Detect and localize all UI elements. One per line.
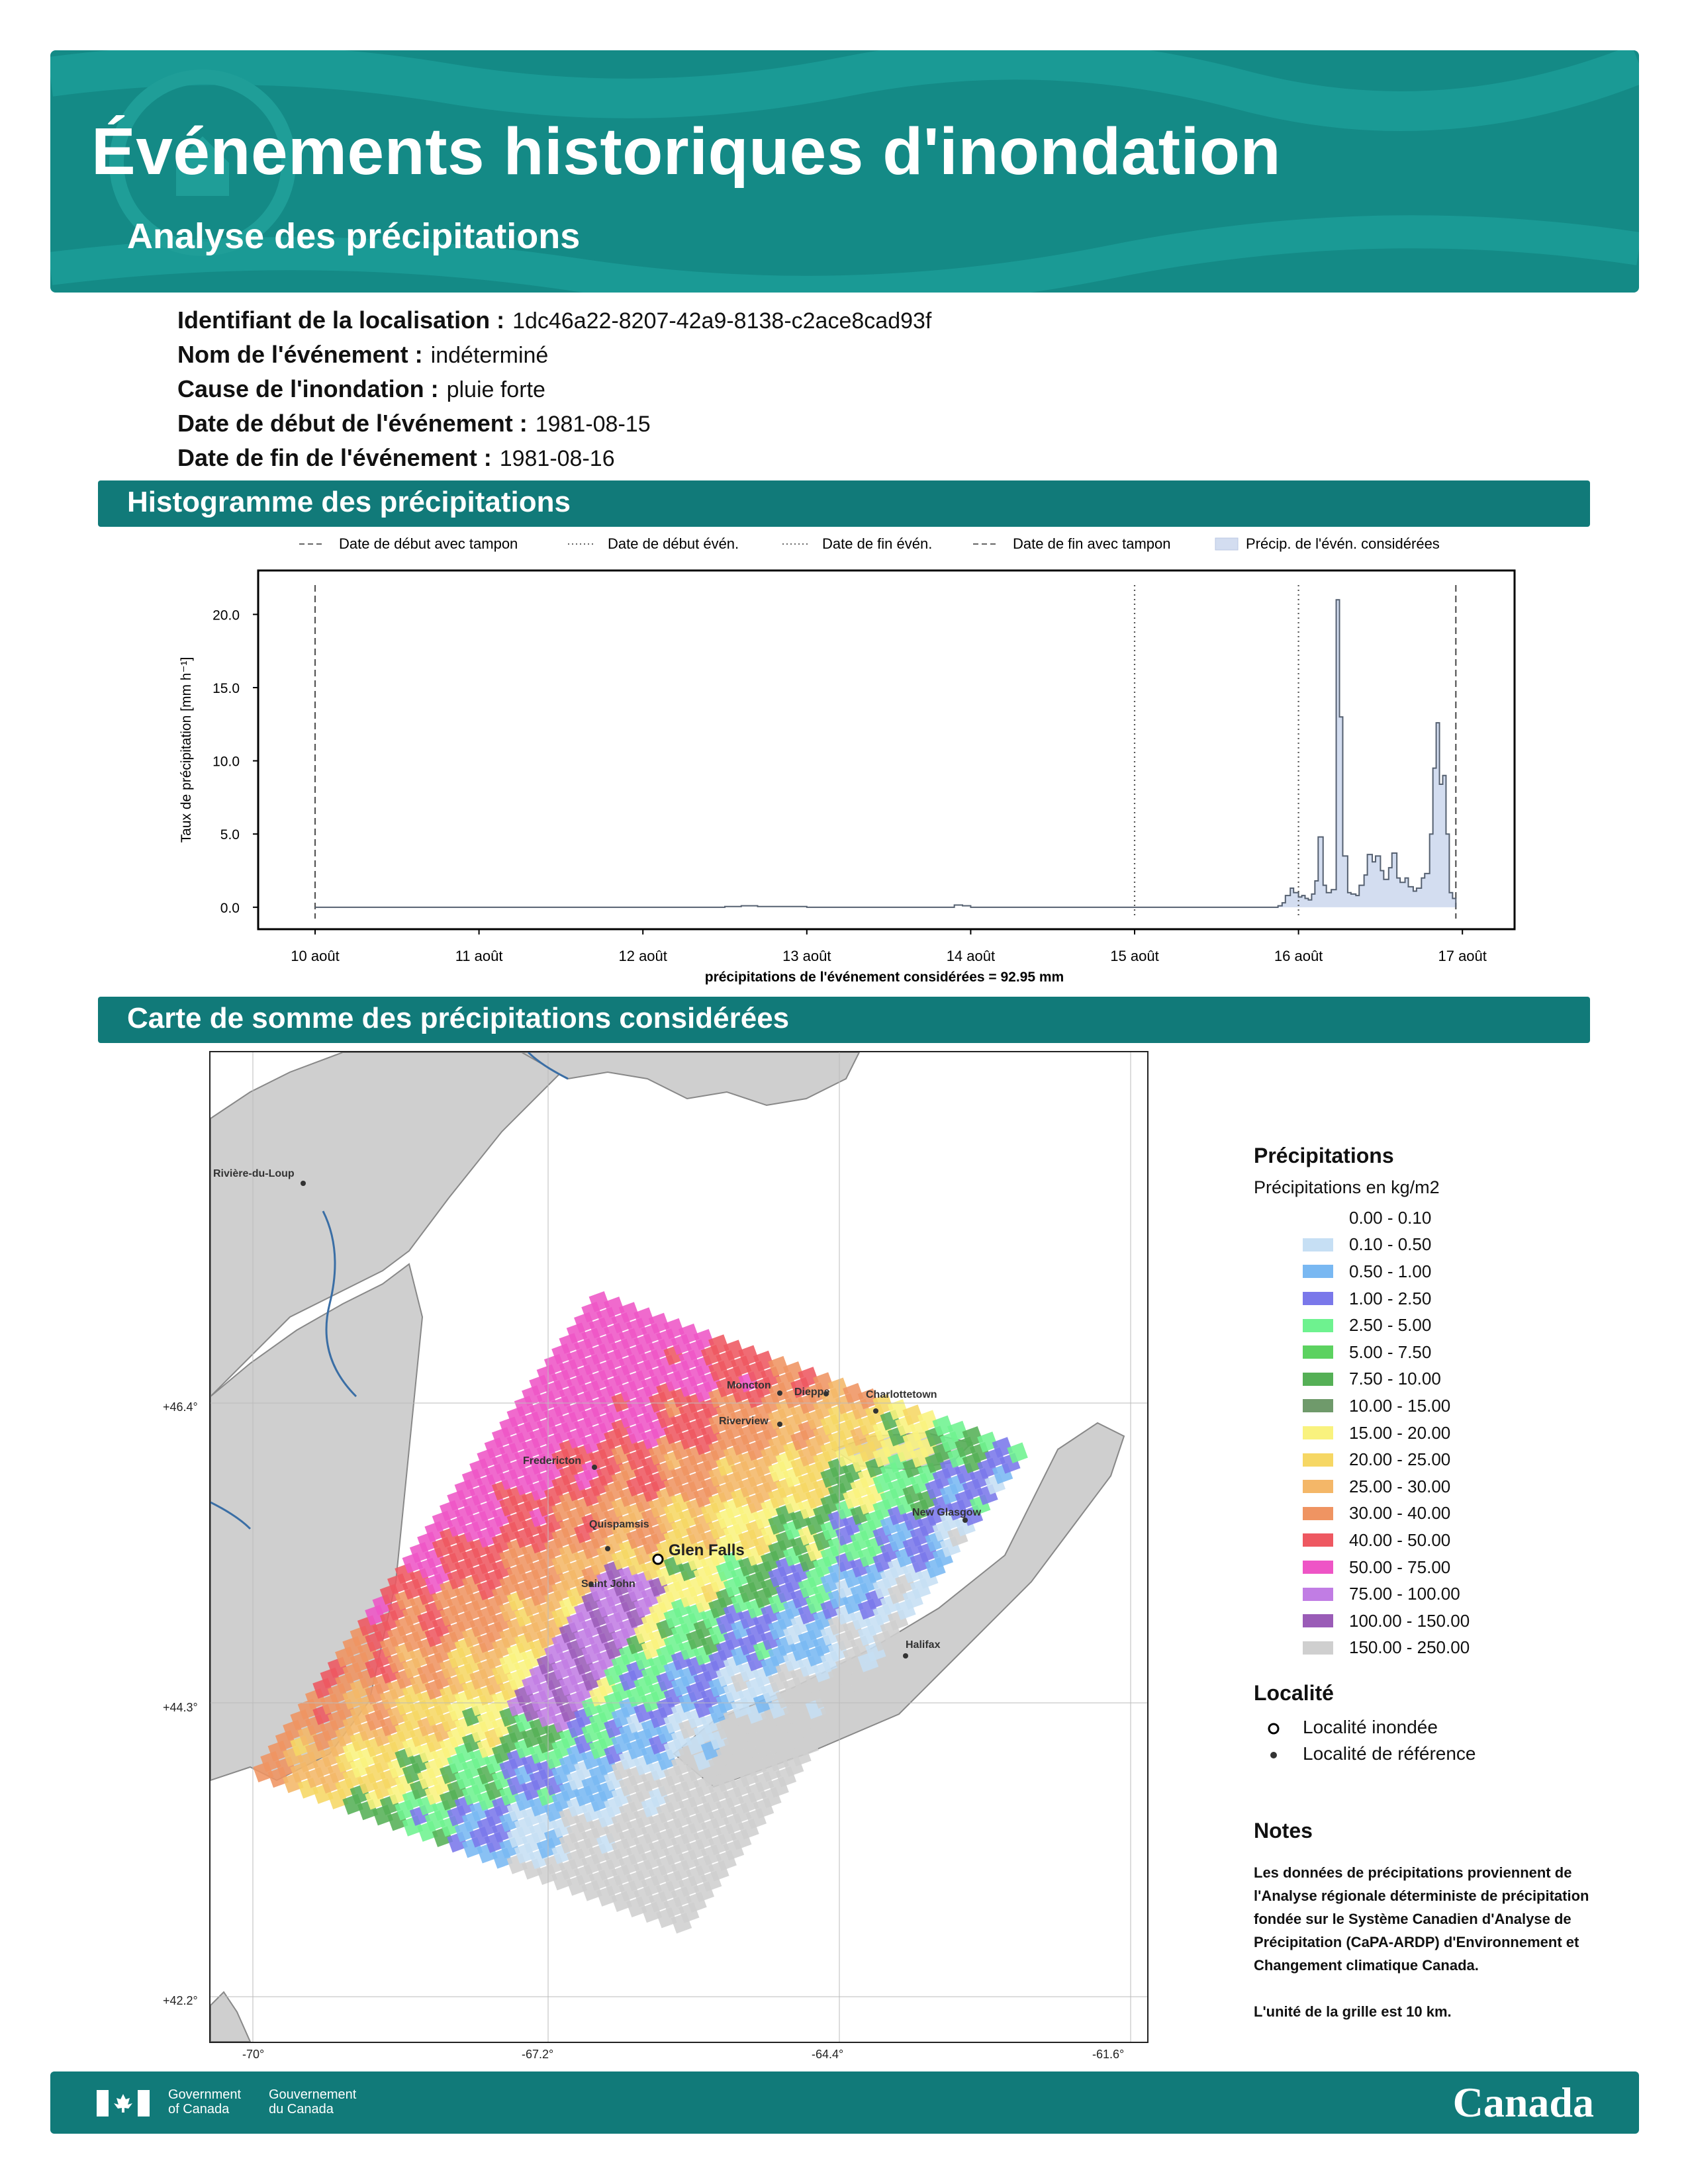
legend-label: Date de fin avec tampon xyxy=(1013,535,1171,552)
legend-color-swatch xyxy=(1303,1345,1333,1359)
legend-color-swatch xyxy=(1303,1507,1333,1520)
legend-label: Date de début évén. xyxy=(608,535,739,552)
legend-item-label: 0.00 - 0.10 xyxy=(1349,1207,1432,1228)
legend-item xyxy=(1254,1608,1624,1635)
legend-entry xyxy=(1215,535,1440,552)
y-tick-label: 10.0 xyxy=(212,754,240,770)
legend-color-swatch xyxy=(1303,1292,1333,1305)
date-lines xyxy=(315,585,1456,919)
legend-color-swatch xyxy=(1303,1373,1333,1386)
legend-color-swatch xyxy=(1303,1614,1333,1627)
legend-color-swatch xyxy=(1303,1533,1333,1547)
legend-label: Date de début avec tampon xyxy=(339,535,518,552)
city-label: Rivière-du-Loup xyxy=(213,1168,295,1179)
legend-item xyxy=(1254,1205,1624,1232)
locality-title: Localité xyxy=(1254,1681,1334,1705)
notes-text: Les données de précipitations proviennent de l'Analyse régionale déterministe de précipitation fondée sur le Système Canadien d'Analyse de Précipitation (CaPA-ARDP) d'Environnement et Changement climatique Canada. xyxy=(1254,1864,1589,1974)
city-label: New Glasgow xyxy=(912,1507,982,1518)
map-canvas xyxy=(211,1052,1147,2042)
locality-markers xyxy=(1264,1719,1291,1772)
reference-city-marker xyxy=(777,1390,782,1396)
legend-item-label: 25.00 - 30.00 xyxy=(1349,1476,1451,1496)
histogram-section-bar xyxy=(98,480,1590,527)
legend-item-label: 150.00 - 250.00 xyxy=(1349,1637,1470,1658)
plot-frame xyxy=(258,570,1515,929)
histogram-legend xyxy=(299,535,1440,552)
meta-start: Date de début de l'événement : 1981-08-15 xyxy=(177,410,651,437)
legend-color-swatch xyxy=(1303,1211,1333,1224)
city-label: Charlottetown xyxy=(866,1389,937,1400)
precip-series xyxy=(315,600,1456,907)
legend-item xyxy=(1254,1420,1624,1447)
legend-color-swatch xyxy=(1303,1588,1333,1601)
latitude-tick-label: +46.4° xyxy=(163,1400,198,1414)
legend-color-swatch xyxy=(1303,1561,1333,1574)
flooded-city-marker xyxy=(653,1555,663,1564)
legend-entry xyxy=(973,535,1170,552)
map-section-bar xyxy=(98,997,1590,1043)
reference-city-marker xyxy=(301,1181,306,1186)
event-metadata xyxy=(177,303,931,475)
x-tick-label: 16 août xyxy=(1274,948,1323,964)
latitude-tick-label: +44.3° xyxy=(163,1701,198,1714)
legend-item xyxy=(1254,1554,1624,1581)
legend-item-label: 10.00 - 15.00 xyxy=(1349,1395,1451,1416)
reference-marker-icon xyxy=(1270,1752,1277,1758)
precip-legend xyxy=(1254,1144,1624,1661)
legend-item-label: 5.00 - 7.50 xyxy=(1349,1342,1432,1362)
histogram-section-title: Histogramme des précipitations xyxy=(127,486,571,518)
legend-swatch xyxy=(1215,538,1238,550)
x-tick-label: 14 août xyxy=(946,948,996,964)
x-tick-label: 13 août xyxy=(782,948,831,964)
x-tick-label: 12 août xyxy=(618,948,667,964)
legend-entry xyxy=(568,535,739,552)
meta-end: Date de fin de l'événement : 1981-08-16 xyxy=(177,444,615,471)
gov-en: Government of Canada xyxy=(168,2087,242,2116)
legend-color-swatch xyxy=(1303,1319,1333,1332)
legend-item xyxy=(1254,1312,1624,1339)
longitude-tick-label: -61.6° xyxy=(1092,2048,1125,2061)
legend-item xyxy=(1254,1392,1624,1420)
city-label: Saint John xyxy=(581,1578,635,1590)
locality-reference: Localité de référence xyxy=(1303,1743,1476,1764)
meta-id: Identifiant de la localisation : 1dc46a22-8207-42a9-8138-c2ace8cad93f xyxy=(177,306,932,334)
x-tick-label: 17 août xyxy=(1438,948,1487,964)
legend-item xyxy=(1254,1500,1624,1527)
canada-wordmark: Canada xyxy=(1452,2079,1594,2126)
legend-item-label: 40.00 - 50.00 xyxy=(1349,1529,1451,1550)
y-tick-label: 20.0 xyxy=(212,608,240,623)
legend-entry xyxy=(782,535,932,552)
legend-item-label: 2.50 - 5.00 xyxy=(1349,1315,1432,1336)
legend-color-swatch xyxy=(1303,1453,1333,1467)
legend-item-label: 0.50 - 1.00 xyxy=(1349,1261,1432,1281)
flooded-city-label: Glen Falls xyxy=(669,1541,745,1559)
legend-items xyxy=(1254,1205,1624,1661)
legend-color-swatch xyxy=(1303,1641,1333,1655)
precipitation-histogram xyxy=(0,523,1688,999)
meta-cause: Cause de l'inondation : pluie forte xyxy=(177,375,545,402)
legend-title: Précipitations xyxy=(1254,1144,1394,1167)
legend-item-label: 50.00 - 75.00 xyxy=(1349,1557,1451,1577)
reference-city-marker xyxy=(962,1518,968,1523)
city-label: Halifax xyxy=(906,1639,941,1651)
legend-subtitle: Précipitations en kg/m2 xyxy=(1254,1177,1440,1197)
x-tick-label: 10 août xyxy=(291,948,340,964)
meta-name: Nom de l'événement : indéterminé xyxy=(177,341,549,368)
legend-item-label: 20.00 - 25.00 xyxy=(1349,1449,1451,1470)
y-tick-label: 0.0 xyxy=(220,900,240,916)
legend-item-label: 30.00 - 40.00 xyxy=(1349,1503,1451,1524)
legend-item xyxy=(1254,1232,1624,1259)
x-tick-label: 15 août xyxy=(1110,948,1159,964)
legend-color-swatch xyxy=(1303,1265,1333,1278)
city-label: Quispamsis xyxy=(589,1519,649,1530)
x-tick-label: 11 août xyxy=(455,948,503,964)
longitude-tick-label: -64.4° xyxy=(812,2048,844,2061)
legend-item xyxy=(1254,1446,1624,1473)
precipitation-map xyxy=(209,1051,1149,2043)
legend-color-swatch xyxy=(1303,1399,1333,1412)
legend-label: Précip. de l'évén. considérées xyxy=(1246,535,1440,552)
legend-item-label: 75.00 - 100.00 xyxy=(1349,1584,1460,1604)
x-axis xyxy=(291,929,1487,964)
legend-item-label: 15.00 - 20.00 xyxy=(1349,1422,1451,1443)
legend-color-swatch xyxy=(1303,1426,1333,1439)
page-title: Événements historiques d'inondation xyxy=(91,114,1282,189)
x-axis-label: précipitations de l'événement considérées = 92.95 mm xyxy=(704,970,1064,985)
reference-city-marker xyxy=(592,1465,597,1470)
legend-label: Date de fin évén. xyxy=(822,535,933,552)
legend-item-label: 1.00 - 2.50 xyxy=(1349,1288,1432,1308)
notes-body xyxy=(1254,1861,1598,2023)
reference-city-marker xyxy=(777,1422,782,1427)
legend-item xyxy=(1254,1635,1624,1662)
y-tick-label: 5.0 xyxy=(220,827,240,843)
longitude-tick-label: -70° xyxy=(242,2048,265,2061)
legend-item xyxy=(1254,1258,1624,1285)
reference-city-marker xyxy=(903,1653,908,1659)
city-label: Fredericton xyxy=(523,1455,582,1467)
notes-title: Notes xyxy=(1254,1819,1313,1843)
legend-item xyxy=(1254,1366,1624,1393)
canada-flag-icon xyxy=(97,2090,150,2116)
legend-item xyxy=(1254,1285,1624,1312)
legend-item xyxy=(1254,1580,1624,1608)
y-axis xyxy=(212,608,258,915)
city-label: Moncton xyxy=(727,1380,771,1391)
header-banner xyxy=(50,50,1639,293)
legend-item xyxy=(1254,1527,1624,1554)
longitude-tick-label: -67.2° xyxy=(522,2048,554,2061)
footer xyxy=(50,2071,1639,2134)
legend-color-swatch xyxy=(1303,1238,1333,1251)
flooded-marker-icon xyxy=(1269,1724,1278,1733)
gov-fr: Gouvernement du Canada xyxy=(269,2087,357,2116)
legend-item-label: 0.10 - 0.50 xyxy=(1349,1234,1432,1255)
page-subtitle: Analyse des précipitations xyxy=(127,216,581,256)
legend-item-label: 7.50 - 10.00 xyxy=(1349,1369,1441,1389)
legend-item xyxy=(1254,1339,1624,1366)
latitude-tick-label: +42.2° xyxy=(163,1994,198,2007)
legend-item-label: 100.00 - 150.00 xyxy=(1349,1610,1470,1631)
locality-flooded: Localité inondée xyxy=(1303,1717,1438,1737)
legend-color-swatch xyxy=(1303,1480,1333,1493)
precip-line xyxy=(315,600,1456,907)
city-label: Dieppe xyxy=(794,1387,830,1398)
y-axis-label: Taux de précipitation [mm h⁻¹] xyxy=(179,657,194,843)
legend-entry xyxy=(299,535,518,552)
map-section-title: Carte de somme des précipitations considérées xyxy=(127,1002,790,1034)
notes-grid: L'unité de la grille est 10 km. xyxy=(1254,2003,1452,2020)
city-label: Riverview xyxy=(719,1416,769,1427)
legend-item xyxy=(1254,1473,1624,1500)
reference-city-marker xyxy=(873,1408,878,1414)
y-tick-label: 15.0 xyxy=(212,680,240,696)
reference-city-marker xyxy=(605,1546,610,1551)
